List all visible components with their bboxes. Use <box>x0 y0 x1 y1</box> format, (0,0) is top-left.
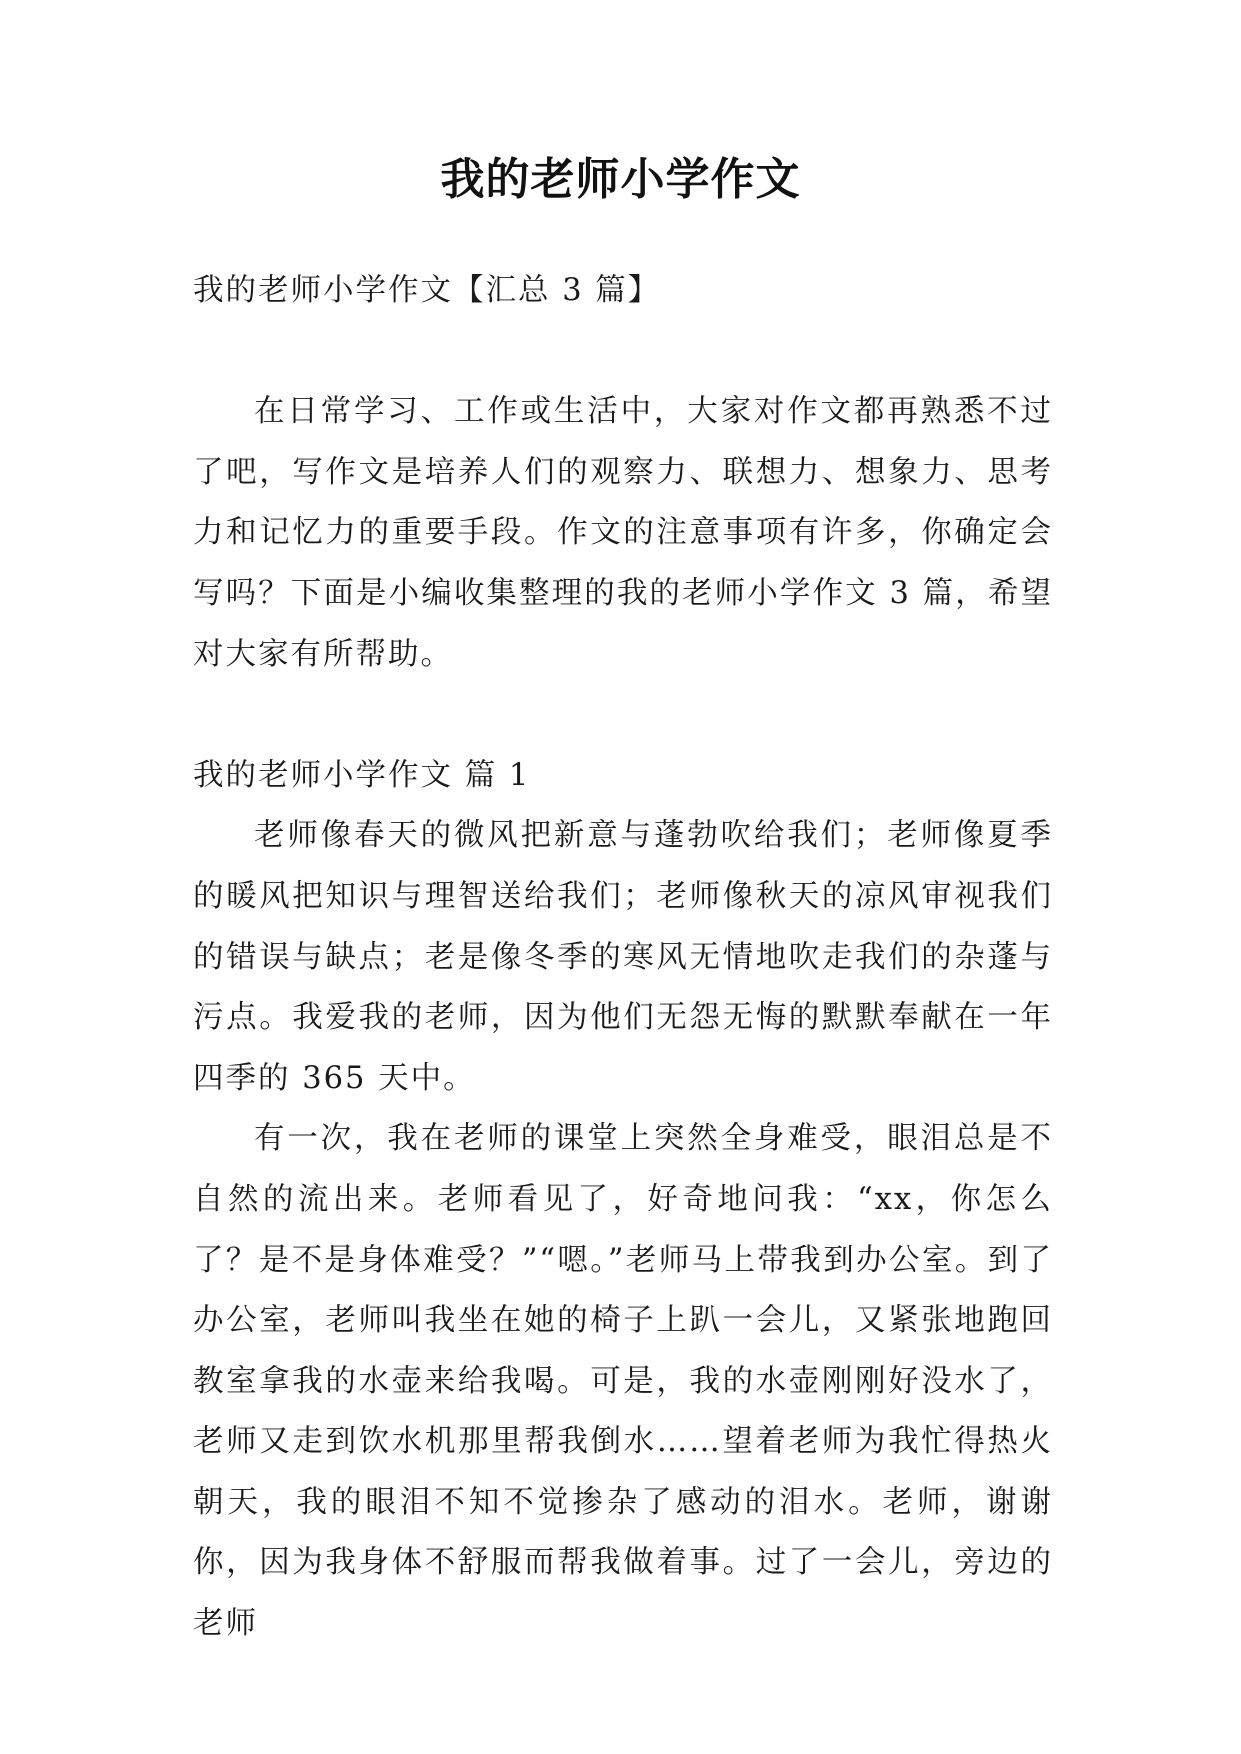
document-title: 我的老师小学作文 <box>440 154 801 205</box>
body-paragraph: 有一次，我在老师的课堂上突然全身难受，眼泪总是不自然的流出来。老师看见了，好奇地问我：“xx，你怎么了？是不是身体难受？”“嗯。”老师马上带我到办公室。到了办公室，老师叫我坐在她的椅子上趴一会儿，又紧张地跑回教室拿我的水壶来给我喝。可是，我的水壶刚刚好没水了，老师又走到饮水机那里帮我倒水……望着老师为我忙得热火朝天，我的眼泪不知不觉掺杂了感动的泪水。老师，谢谢你，因为我身体不舒服而帮我做着事。过了一会儿，旁边的老师 <box>193 1121 1053 1642</box>
section-heading: 我的老师小学作文 篇 1 <box>193 757 531 793</box>
body-paragraph: 老师像春天的微风把新意与蓬勃吹给我们；老师像夏季的暖风把知识与理智送给我们；老师像秋天的凉风审视我们的错误与缺点；老是像冬季的寒风无情地吹走我们的杂蓬与污点。我爱我的老师，因为他们无怨无悔的默默奉献在一年四季的 365 天中。 <box>193 818 1053 1096</box>
intro-paragraph: 在日常学习、工作或生活中，大家对作文都再熟悉不过了吧，写作文是培养人们的观察力、联想力、想象力、思考力和记忆力的重要手段。作文的注意事项有许多，你确定会写吗？下面是小编收集整理的我的老师小学作文 3 篇，希望对大家有所帮助。 <box>193 394 1053 672</box>
document-body <box>193 261 1053 1655</box>
document-subtitle: 我的老师小学作文【汇总 3 篇】 <box>193 273 661 308</box>
